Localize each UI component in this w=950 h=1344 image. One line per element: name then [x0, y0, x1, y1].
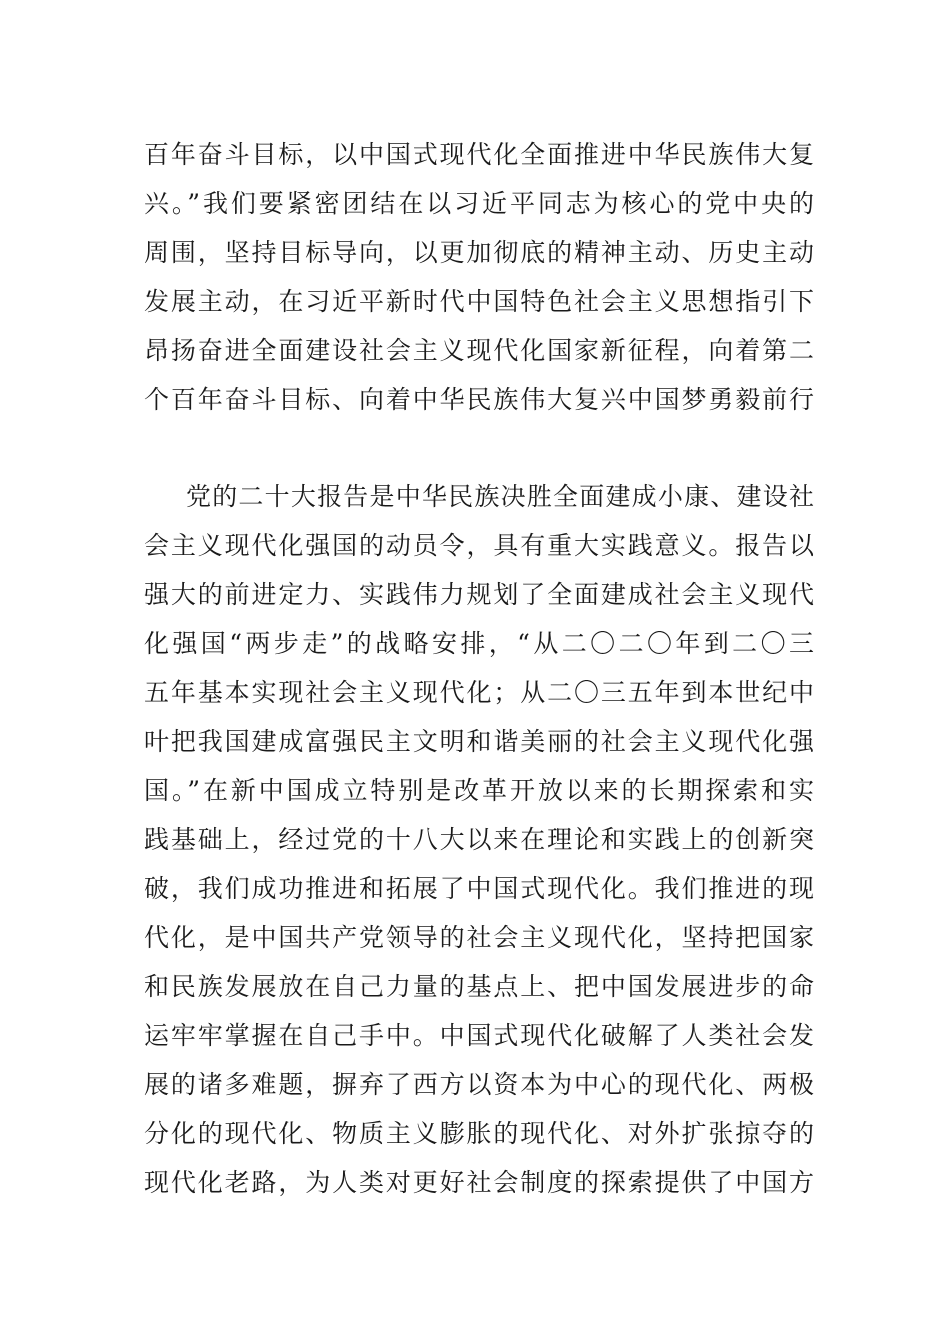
text-line: 分化的现代化、物质主义膨胀的现代化、对外扩张掠夺的	[144, 1119, 814, 1148]
text-line: 展的诸多难题，摒弃了西方以资本为中心的现代化、两极	[144, 1070, 814, 1099]
text-line: 昂扬奋进全面建设社会主义现代化国家新征程，向着第二	[144, 336, 814, 365]
text-line: 破，我们成功推进和拓展了中国式现代化。我们推进的现	[144, 874, 814, 903]
text-line: 和民族发展放在自己力量的基点上、把中国发展进步的命	[144, 972, 814, 1001]
text-line: 个百年奋斗目标、向着中华民族伟大复兴中国梦勇毅前行	[144, 385, 814, 414]
text-line: 践基础上，经过党的十八大以来在理论和实践上的创新突	[144, 825, 814, 854]
text-line: 国。”在新中国成立特别是改革开放以来的长期探索和实	[144, 776, 814, 805]
text-line: 现代化老路，为人类对更好社会制度的探索提供了中国方	[144, 1168, 814, 1197]
text-line: 叶把我国建成富强民主文明和谐美丽的社会主义现代化强	[144, 727, 814, 756]
text-line: 周围，坚持目标导向，以更加彻底的精神主动、历史主动	[144, 238, 814, 267]
text-line: 强大的前进定力、实践伟力规划了全面建成社会主义现代	[144, 580, 814, 609]
text-line: 化强国“两步走”的战略安排，“从二〇二〇年到二〇三	[144, 629, 814, 658]
text-line-first: 党的二十大报告是中华民族决胜全面建成小康、建设社	[186, 482, 814, 511]
text-line: 会主义现代化强国的动员令，具有重大实践意义。报告以	[144, 531, 814, 560]
text-line: 五年基本实现社会主义现代化；从二〇三五年到本世纪中	[144, 678, 814, 707]
text-line: 百年奋斗目标，以中国式现代化全面推进中华民族伟大复	[144, 140, 814, 169]
text-line: 兴。”我们要紧密团结在以习近平同志为核心的党中央的	[144, 189, 814, 218]
text-line: 代化，是中国共产党领导的社会主义现代化，坚持把国家	[144, 923, 814, 952]
paragraph-continuation	[144, 130, 814, 424]
text-line: 发展主动，在习近平新时代中国特色社会主义思想指引下	[144, 287, 814, 316]
paragraph-report-significance	[144, 472, 814, 1207]
text-line: 运牢牢掌握在自己手中。中国式现代化破解了人类社会发	[144, 1021, 814, 1050]
